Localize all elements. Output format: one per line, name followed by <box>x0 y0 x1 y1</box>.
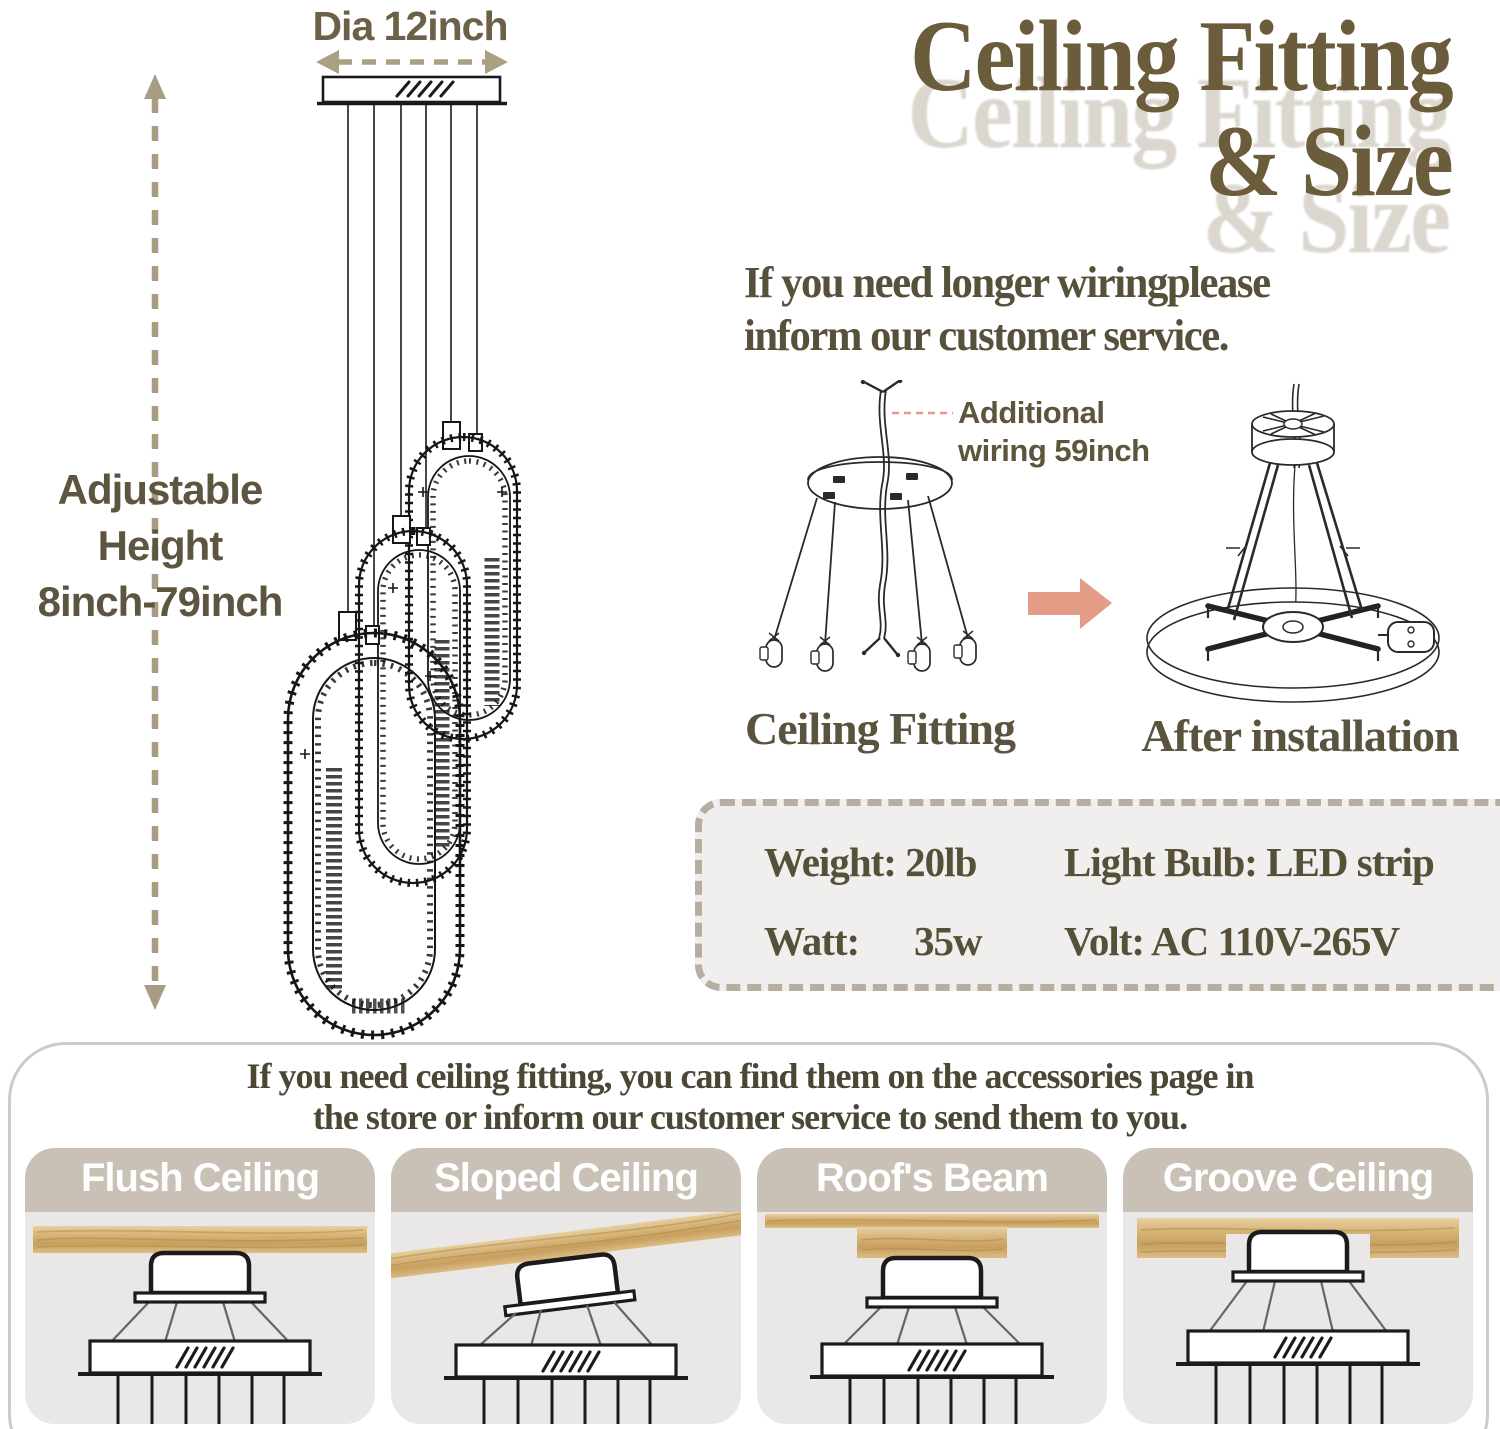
wiring-note: If you need longer wiringplease inform our customer service. <box>744 258 1270 360</box>
after-installation-diagram <box>1147 384 1439 702</box>
diameter-label: Dia 12inch <box>312 3 508 49</box>
arrow-right-icon <box>1028 578 1112 629</box>
card-flush-ceiling <box>25 1148 375 1424</box>
carabiner-clips <box>760 631 976 671</box>
card-groove-ceiling <box>1123 1148 1473 1424</box>
spec-box <box>695 799 1500 991</box>
adjustable-height-label: Adjustable Height 8inch-79inch <box>37 466 283 625</box>
page-title: Ceiling Fitting & Size <box>910 0 1452 218</box>
caption-after-installation: After installation <box>1141 710 1459 761</box>
spec-weight: Weight: 20lb <box>764 839 977 885</box>
wood-beam <box>857 1227 1007 1258</box>
roofs-beam-illustration <box>757 1212 1107 1424</box>
card-title: Sloped Ceiling <box>391 1148 741 1212</box>
card-sloped-ceiling <box>391 1148 741 1424</box>
groove-ceiling-illustration <box>1123 1212 1473 1424</box>
diameter-arrow-icon <box>316 50 508 74</box>
additional-wiring-label: Additional wiring 59inch <box>958 395 1150 468</box>
card-title: Groove Ceiling <box>1123 1148 1473 1212</box>
sloped-ceiling-illustration <box>391 1212 741 1424</box>
crystal-ring-bottom <box>288 612 460 1035</box>
card-title: Roof's Beam <box>757 1148 1107 1212</box>
spec-volt: Volt: AC 110V-265V <box>1064 918 1400 964</box>
card-title: Flush Ceiling <box>25 1148 375 1212</box>
ceiling-fitting-diagram <box>760 380 976 671</box>
spec-bulb: Light Bulb: LED strip <box>1064 839 1434 885</box>
spec-watt: Watt: 35w <box>764 918 982 964</box>
card-roofs-beam <box>757 1148 1107 1424</box>
ceiling-canopy <box>317 77 507 104</box>
caption-ceiling-fitting: Ceiling Fitting <box>745 703 1015 754</box>
accessories-note: If you need ceiling fitting, you can find them on the accessories page in the store or inform our customer service to send them to you. <box>246 1056 1254 1137</box>
flush-ceiling-illustration <box>25 1212 375 1424</box>
